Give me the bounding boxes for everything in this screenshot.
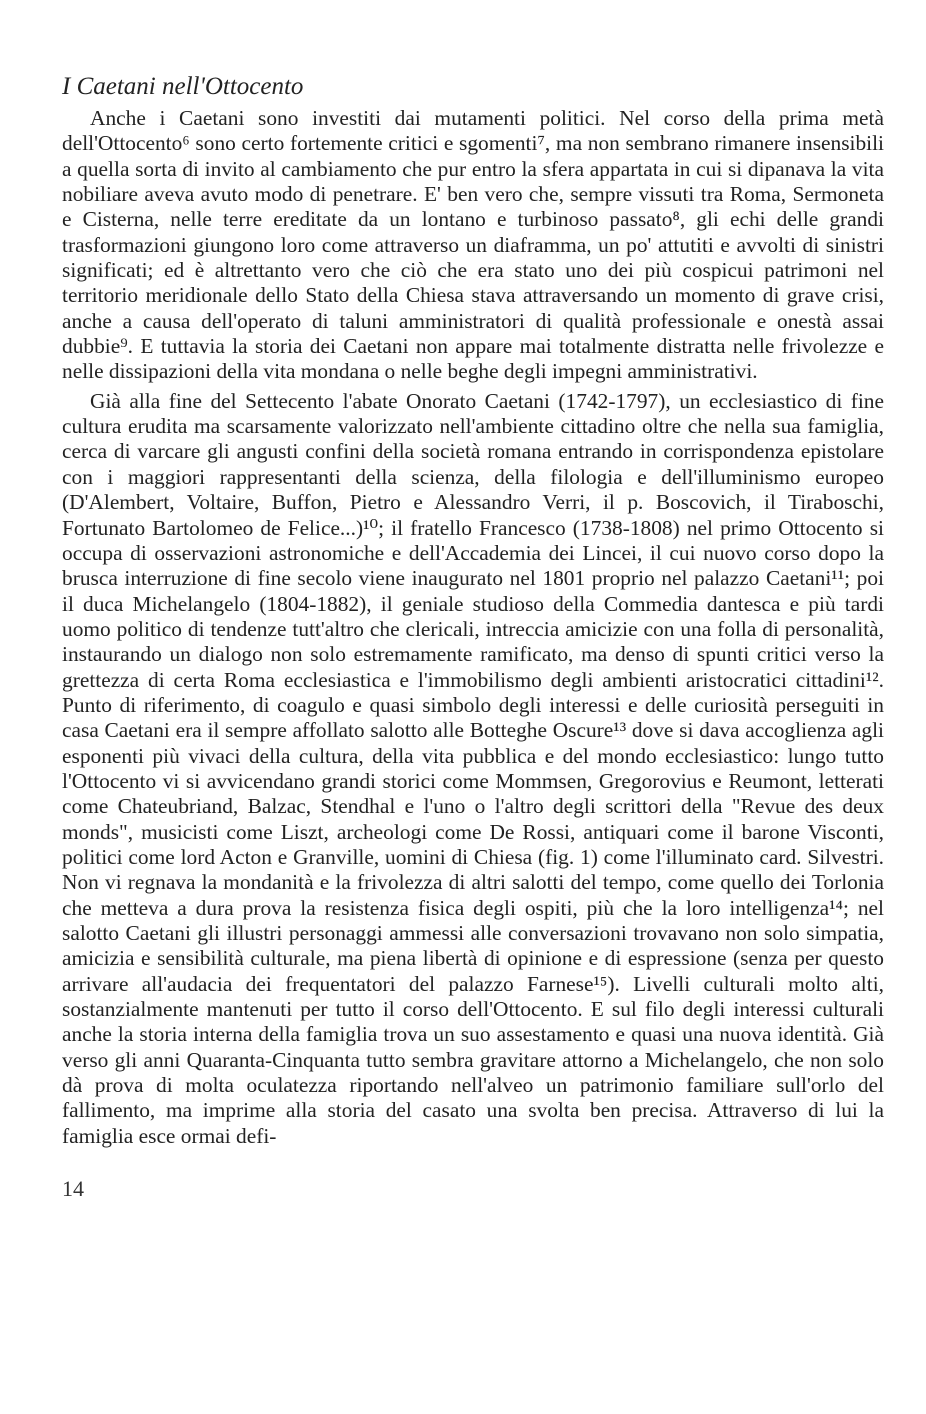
paragraph-1: Anche i Caetani sono investiti dai mutamenti politici. Nel corso della prima metà dell'Ottocento⁶ sono certo fortemente critici e sgomenti⁷, ma non sembrano rimanere insensibili a quella sorta di invito al cambiamento che pur entro la sfera appartata in cui si dipanava la vita nobiliare aveva avuto modo di penetrare. E' ben vero che, sempre vissuti tra Roma, Sermoneta e Cisterna, nelle terre ereditate da un lontano e turbinoso passato⁸, gli echi delle grandi trasformazioni giungono loro come attraverso un diaframma, un po' attutiti e avvolti di sinistri significati; ed è altrettanto vero che ciò che era stato uno dei più cospicui patrimoni nel territorio meridionale dello Stato della Chiesa stava attraversando un momento di grave crisi, anche a causa dell'operato di taluni amministratori di qualità professionale e onestà assai dubbie⁹. E tuttavia la storia dei Caetani non appare mai totalmente distratta nelle frivolezze e nelle dissipazioni della vita mondana o nelle beghe degli impegni amministrativi. [62, 106, 884, 384]
page-body [62, 72, 884, 1149]
page-number: 14 [62, 1176, 84, 1201]
section-title: I Caetani nell'Ottocento [62, 73, 304, 100]
paragraph-2: Già alla fine del Settecento l'abate Onorato Caetani (1742-1797), un ecclesiastico di fine cultura erudita ma scarsamente valorizzato nell'ambiente cittadino oltre che nella sua famiglia, cerca di varcare gli angusti confini della società romana entrando in corrispondenza epistolare con i maggiori rappresentanti della scienza, della filologia e dell'illuminismo europeo (D'Alembert, Voltaire, Buffon, Pietro e Alessandro Verri, il p. Boscovich, il Tiraboschi, Fortunato Bartolomeo de Felice...)¹⁰; il fratello Francesco (1738-1808) nel primo Ottocento si occupa di osservazioni astronomiche e dell'Accademia dei Lincei, il cui nuovo corso dopo la brusca interruzione di fine secolo viene inaugurato nel 1801 proprio nel palazzo Caetani¹¹; poi il duca Michelangelo (1804-1882), il geniale studioso della Commedia dantesca e più tardi uomo politico di tendenze tutt'altro che clericali, intreccia amicizie con una folla di personalità, instaurando un dialogo non solo estremamente ramificato, ma denso di spunti critici verso la grettezza di certa Roma ecclesiastica e l'immobilismo degli ambienti aristocratici cittadini¹². Punto di riferimento, di coagulo e quasi simbolo degli interessi e delle curiosità perseguiti in casa Caetani era il sempre affollato salotto alle Botteghe Oscure¹³ dove si dava accoglienza agli esponenti più vivaci della cultura, della vita pubblica e del mondo ecclesiastico: lungo tutto l'Ottocento vi si avvicendano grandi storici come Mommsen, Gregorovius e Reumont, letterati come Chateubriand, Balzac, Stendhal e l'uno o l'altro degli scrittori della "Revue des deux monds", musicisti come Liszt, archeologi come De Rossi, antiquari come il barone Visconti, politici come lord Acton e Granville, uomini di Chiesa (fig. 1) come l'illuminato card. Silvestri. Non vi regnava la mondanità e la frivolezza di altri salotti del tempo, come quello dei Torlonia che metteva a dura prova la resistenza fisica degli ospiti, più che la loro intelligenza¹⁴; nel salotto Caetani gli illustri personaggi ammessi alle conversazioni trovavano non solo simpatia, amicizia e sensibilità culturale, ma piena libertà di opinione e di espressione (senza per questo arrivare all'audacia dei frequentatori del palazzo Farnese¹⁵). Livelli culturali molto alti, sostanzialmente mantenuti per tutto il corso dell'Ottocento. E sul filo degli interessi culturali anche la storia interna della famiglia trova un suo assestamento e quasi una nuova identità. Già verso gli anni Quaranta-Cinquanta tutto sembra gravitare attorno a Michelangelo, che non solo dà prova di molta oculatezza riportando nell'alveo un patrimonio familiare sull'orlo del fallimento, ma imprime alla storia del casato una svolta ben precisa. Attraverso di lui la famiglia esce ormai defi- [62, 388, 884, 1148]
